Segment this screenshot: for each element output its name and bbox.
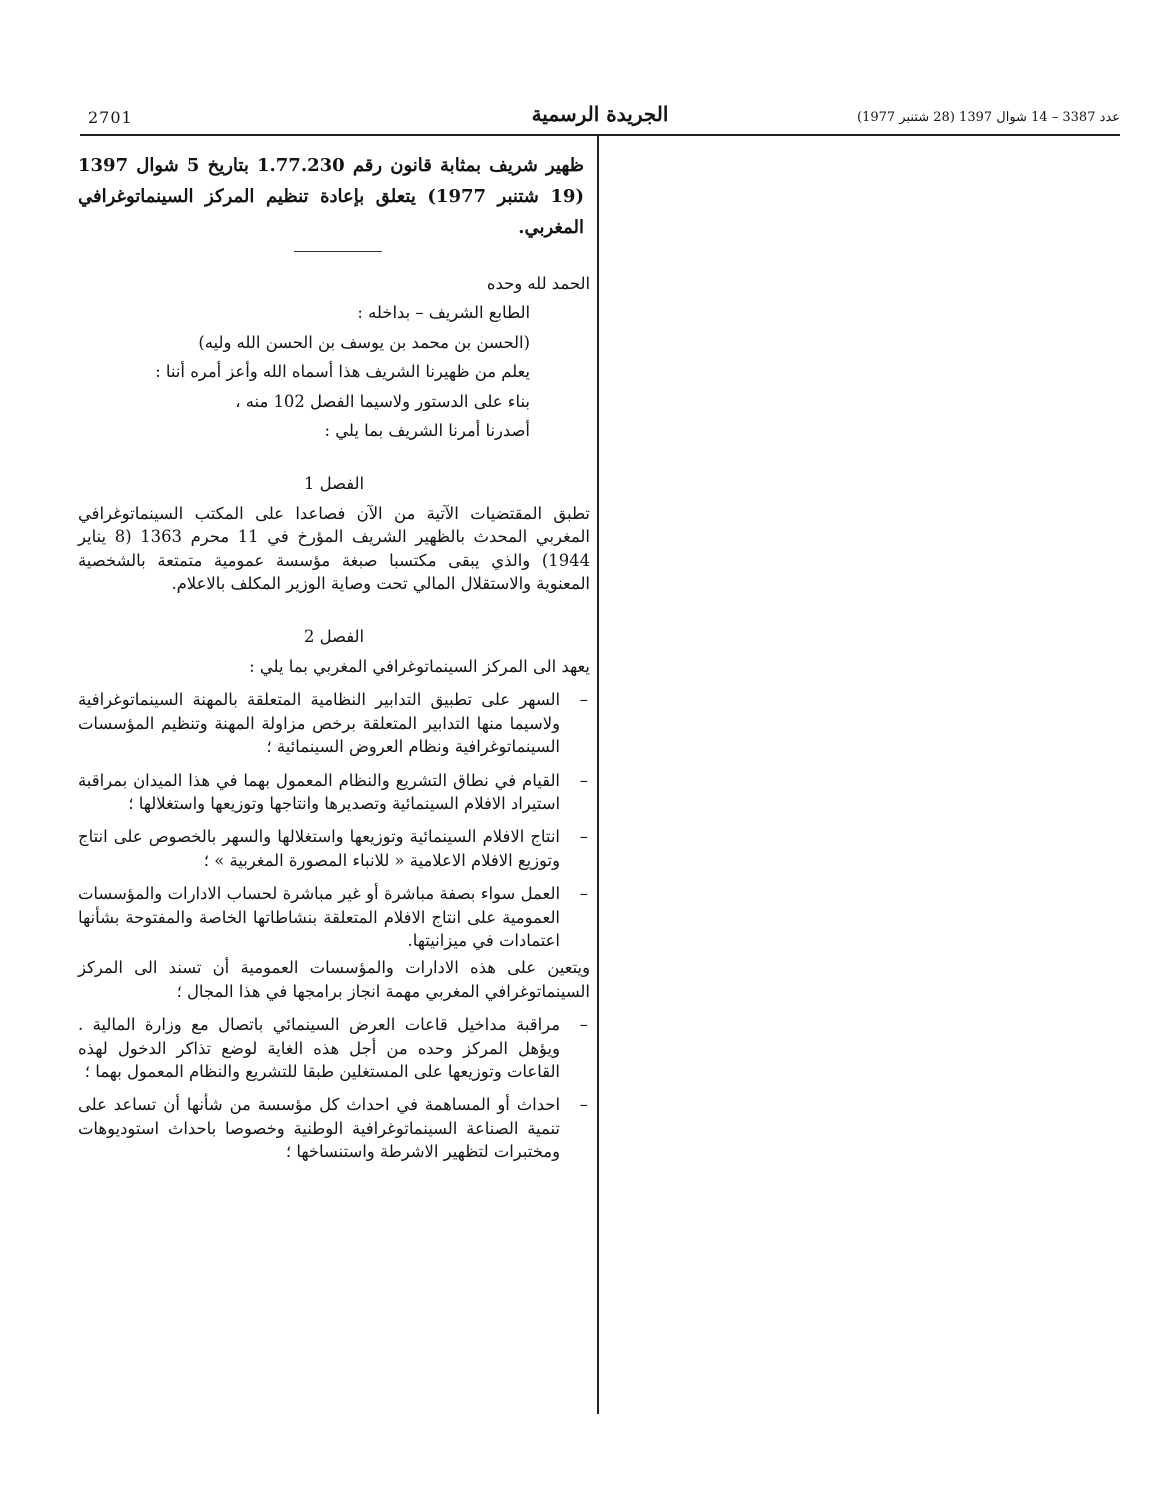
king-line: (الحسن بن محمد بن يوسف بن الحسن الله وليه): [198, 332, 530, 352]
dash-marker: –: [579, 1095, 588, 1115]
page-number: 2701: [88, 108, 133, 127]
dash-marker: –: [579, 884, 588, 904]
decree-title: ظهير شريف بمثابة قانون رقم 1.77.230 بتاريخ 5 شوال 1397 (19 شتنبر 1977) يتعلق بإعادة تنظيم المركز السينماتوغرافي المغربي.: [78, 155, 584, 238]
article-2-intro: يعهد الى المركز السينماتوغرافي المغربي بما يلي :: [249, 656, 590, 676]
list-item: [78, 825, 590, 872]
list-item-text: مراقبة مداخيل قاعات العرض السينمائي باتصال مع وزارة المالية . ويؤهل المركز وحده من أجل هذه الغاية لوضع تذاكر الدخول لهذه القاعات وتوزيعها على المستغلين طبقا للتشريع والنظام المعمول بهما ؛: [78, 1015, 560, 1081]
column-divider: [597, 136, 599, 1414]
intro-line-1: يعلم من ظهيرنا الشريف هذا أسماه الله وأعز أمره أننا :: [155, 362, 530, 382]
list-item: [78, 1013, 590, 1083]
issue-info: عدد 3387 – 14 شوال 1397 (28 شتنبر 1977): [857, 110, 1120, 125]
list-item-text: العمل سواء بصفة مباشرة أو غير مباشرة لحساب الادارات والمؤسسات العمومية على انتاج الافلام المتعلقة بنشاطاتها الخاصة والمفتوحة بشأنها اعتمادات في ميزانيتها.: [78, 884, 560, 950]
journal-title: الجريدة الرسمية: [531, 102, 669, 126]
list-item-text: انتاج الافلام السينمائية وتوزيعها واستغلالها والسهر بالخصوص على انتاج وتوزيع الافلام الاعلامية « للانباء المصورة المغربية » ؛: [78, 827, 560, 870]
intro-line-3: أصدرنا أمرنا الشريف بما يلي :: [324, 421, 530, 441]
list-item-text: السهر على تطبيق التدابير النظامية المتعلقة بالمهنة السينماتوغرافية ولاسيما منها التدابير المتعلقة برخص مزاولة المهنة وتنظيم المؤسسات السينماتوغرافية ونظام العروض السينمائية ؛: [78, 690, 560, 757]
dash-marker: –: [579, 770, 588, 790]
article-2-paragraph: ويتعين على هذه الادارات والمؤسسات العمومية أن تسند الى المركز السينماتوغرافي المغربي مهمة انجاز برامجها في هذا المجال ؛: [78, 958, 590, 1001]
article-2-heading: الفصل 2: [303, 627, 365, 647]
list-item: [78, 769, 590, 816]
praise-line: الحمد لله وحده: [486, 274, 590, 293]
seal-line: الطابع الشريف – بداخله :: [357, 303, 530, 323]
list-item: [78, 1093, 590, 1163]
dash-marker: –: [579, 1015, 588, 1035]
article-1-text: تطبق المقتضيات الآتية من الآن فصاعدا على المكتب السينماتوغرافي المغربي المحدث بالظهير الشريف المؤرخ في 11 محرم 1363 (8 يناير 1944) والذي يبقى مكتسبا صبغة مؤسسة عمومية متمتعة بالشخصية المعنوية والاستقلال المالي تحت وصاية الوزير المكلف بالاعلام.: [78, 503, 590, 594]
right-column: [78, 150, 590, 1164]
list-item: [78, 688, 590, 758]
intro-line-2: بناء على الدستور ولاسيما الفصل 102 منه ،: [235, 391, 530, 411]
title-separator: [294, 251, 382, 252]
list-item-text: احداث أو المساهمة في احداث كل مؤسسة من شأنها أن تساعد على تنمية الصناعة السينماتوغرافية الوطنية وخصوصا باحداث استوديوهات ومختبرات لتظهير الاشرطة واستنساخها ؛: [78, 1095, 560, 1162]
dash-marker: –: [579, 690, 588, 710]
header-rule: [80, 134, 1120, 136]
list-item-text: القيام في نطاق التشريع والنظام المعمول بهما في هذا الميدان بمراقبة استيراد الافلام السينمائية وتصديرها وانتاجها وتوزيعها واستغلالها ؛: [78, 770, 560, 813]
dash-marker: –: [579, 827, 588, 847]
article-1-heading: الفصل 1: [303, 474, 365, 494]
page-header: [80, 102, 1120, 134]
list-item: [78, 882, 590, 952]
